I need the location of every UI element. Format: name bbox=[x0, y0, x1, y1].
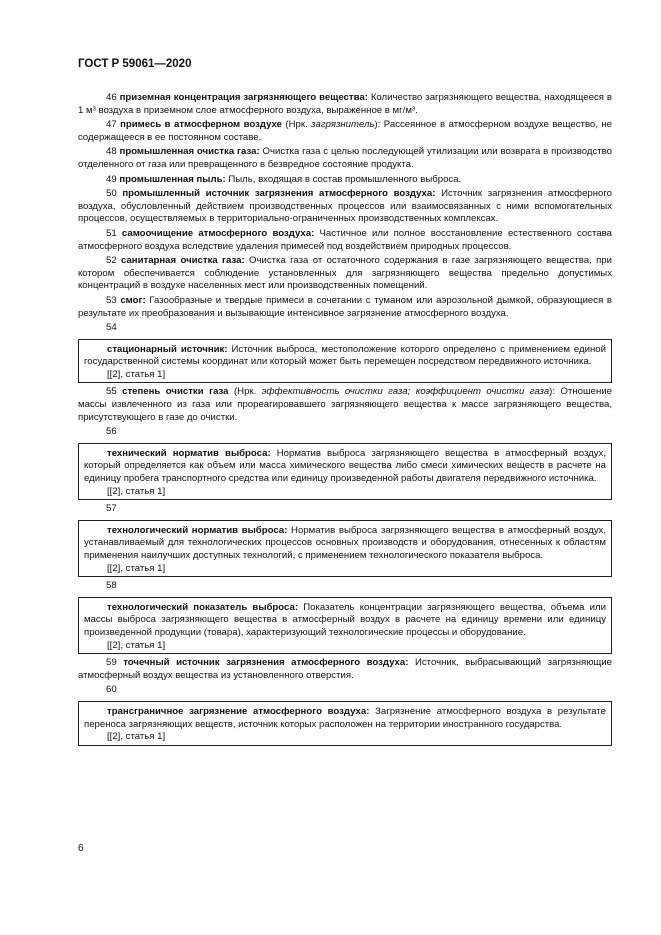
term-entry-47 bbox=[78, 119, 612, 144]
term-entry-52 bbox=[78, 255, 612, 293]
entry-term: промышленная очистка газа: bbox=[119, 146, 260, 158]
entry-term: технологический норматив выброса: bbox=[107, 524, 288, 536]
entry-number: 51 bbox=[106, 227, 117, 239]
term-number-58: 58 bbox=[106, 580, 117, 592]
entry-number: 55 bbox=[106, 386, 117, 398]
entry-term: самоочищение атмосферного воздуха: bbox=[121, 227, 315, 239]
entry-term: трансграничное загрязнение атмосферного воздуха: bbox=[107, 705, 370, 717]
source-reference: [[2], статья 1] bbox=[107, 562, 166, 574]
entry-number: 47 bbox=[106, 119, 117, 131]
entry-prefix: (Нрк. bbox=[281, 119, 312, 131]
boxed-term-60 bbox=[78, 701, 612, 746]
entry-deprecated-term: эффективность очистки газа; коэффициент очистки газа bbox=[261, 386, 550, 398]
source-reference: [[2], статья 1] bbox=[107, 639, 166, 651]
boxed-term-text bbox=[84, 602, 606, 640]
entry-term: смог: bbox=[120, 294, 146, 306]
boxed-term-text bbox=[84, 448, 606, 486]
term-entry-53 bbox=[78, 295, 612, 320]
boxed-term-56 bbox=[78, 443, 612, 500]
entry-definition: Источник загрязнения атмосферного воздуха, обусловленный действием производственных процессов или взаимосвязанных с ними вспомогательных процессов, осуществляемых в территориально-ограниченных производственных комплексах. bbox=[78, 188, 613, 225]
entry-definition: ): Отношение массы извлеченного из газа или прореагировавшего загрязняющего вещества к массе загрязняющего вещества, присутствующего в газе до очистки. bbox=[78, 386, 613, 423]
entry-term: технический норматив выброса: bbox=[107, 447, 271, 459]
entry-term: технологический показатель выброса: bbox=[107, 601, 299, 613]
source-reference: [[2], статья 1] bbox=[107, 368, 166, 380]
entry-definition: Норматив выброса загрязняющего вещества в атмосферный воздух, который определяется как объем или масса химического вещества либо смеси химических веществ в расчете на единицу пробега транспортного средства или единицу произведенной работы двигателя передвижного источника. bbox=[84, 447, 606, 485]
entry-definition: Частичное или полное восстановление естественного состава атмосферного воздуха вследствие удаления примесей под воздействием природных процессов. bbox=[78, 227, 612, 252]
term-number-56: 56 bbox=[106, 426, 117, 438]
entry-definition: Показатель концентрации загрязняющего вещества, объема или массы выброса загрязняющего вещества в атмосферный воздух в расчете на единицу времени или единицу произведенной продукции (товара), характеризующий технологические процессы и оборудование. bbox=[84, 601, 606, 638]
entry-definition: Газообразные и твердые примеси в сочетании с туманом или аэрозольной дымкой, образующиеся в результате их преобразования и вызывающие интенсивное загрязнение атмосферного воздуха. bbox=[78, 294, 612, 319]
boxed-term-text bbox=[84, 344, 606, 369]
entry-definition: ): Рассеянное в атмосферном воздухе вещество, не содержащееся в ее постоянном составе. bbox=[78, 119, 613, 143]
entry-definition: Пыль, входящая в состав промышленного выброса. bbox=[225, 173, 462, 185]
source-reference: [[2], статья 1] bbox=[107, 485, 166, 497]
entry-number: 50 bbox=[106, 188, 117, 200]
entry-term: промышленная пыль: bbox=[119, 173, 226, 185]
entry-definition: Очистка газа от остаточного содержания в газе загрязняющего вещества, при котором обеспечивается соблюдение установленных для загрязняющего вещества предельно допустимых концентраций в воздухе населенных мест или производственных помещений. bbox=[78, 255, 612, 292]
entry-definition: Очистка газа с целью последующей утилизации или возврата в производство отделенного от газа или превращенного в безвредное состояние продукта. bbox=[78, 146, 612, 170]
page-number: 6 bbox=[78, 843, 84, 854]
boxed-term-57 bbox=[78, 520, 612, 577]
document-header: ГОСТ Р 59061—2020 bbox=[78, 58, 192, 70]
entry-term: промышленный источник загрязнения атмосферного воздуха: bbox=[122, 188, 436, 200]
document-body bbox=[78, 92, 612, 749]
entry-term: примесь в атмосферном воздухе bbox=[120, 119, 282, 131]
entry-number: 53 bbox=[106, 294, 117, 306]
boxed-term-text bbox=[84, 525, 606, 563]
term-number-57: 57 bbox=[106, 503, 117, 515]
entry-deprecated-term: загрязнитель bbox=[311, 119, 375, 131]
entry-term: степень очистки газа bbox=[122, 386, 229, 398]
entry-prefix: (Нрк. bbox=[228, 386, 262, 398]
boxed-term-58 bbox=[78, 597, 612, 654]
term-entry-50 bbox=[78, 188, 612, 226]
term-number-60: 60 bbox=[106, 684, 117, 696]
entry-term: приземная концентрация загрязняющего вещества: bbox=[119, 92, 368, 103]
entry-term: стационарный источник: bbox=[107, 343, 228, 355]
entry-definition: Количество загрязняющего вещества, находящееся в 1 м³ воздуха в приземном слое атмосферного воздуха, выраженное в мг/м³. bbox=[78, 92, 613, 116]
entry-definition: Источник выброса, местоположение которого определено с применением единой государственной системы координат или который может быть перемещен посредством передвижного источника. bbox=[84, 343, 606, 368]
entry-definition: Норматив выброса загрязняющего вещества в атмосферный воздух, устанавливаемый для технологических процессов основных производств и оборудования, отнесенных к областям применения наилучших доступных технологий, с применением технологического показателя выброса. bbox=[84, 524, 606, 561]
boxed-term-text bbox=[84, 706, 606, 731]
entry-number: 46 bbox=[106, 92, 117, 103]
term-entry-51 bbox=[78, 228, 612, 253]
entry-number: 59 bbox=[106, 657, 117, 669]
term-entry-49 bbox=[78, 174, 612, 187]
entry-definition: Загрязнение атмосферного воздуха в результате переноса загрязняющих веществ, источник которых расположен на территории иностранного государства. bbox=[84, 705, 606, 730]
entry-number: 49 bbox=[106, 173, 117, 185]
source-reference: [[2], статья 1] bbox=[107, 731, 166, 743]
boxed-term-54 bbox=[78, 339, 612, 384]
term-number-54: 54 bbox=[106, 322, 117, 334]
term-entry-46 bbox=[78, 92, 612, 117]
entry-number: 48 bbox=[106, 146, 117, 158]
entry-definition: Источник, выбрасывающий загрязняющие атмосферный воздух вещества из установленного отверстия. bbox=[78, 657, 612, 681]
entry-term: точечный источник загрязнения атмосферного воздуха: bbox=[123, 657, 409, 669]
term-entry-59 bbox=[78, 657, 612, 682]
entry-term: санитарная очистка газа: bbox=[121, 255, 245, 267]
term-entry-48 bbox=[78, 146, 612, 171]
entry-number: 52 bbox=[106, 255, 117, 267]
term-entry-55 bbox=[78, 386, 612, 424]
